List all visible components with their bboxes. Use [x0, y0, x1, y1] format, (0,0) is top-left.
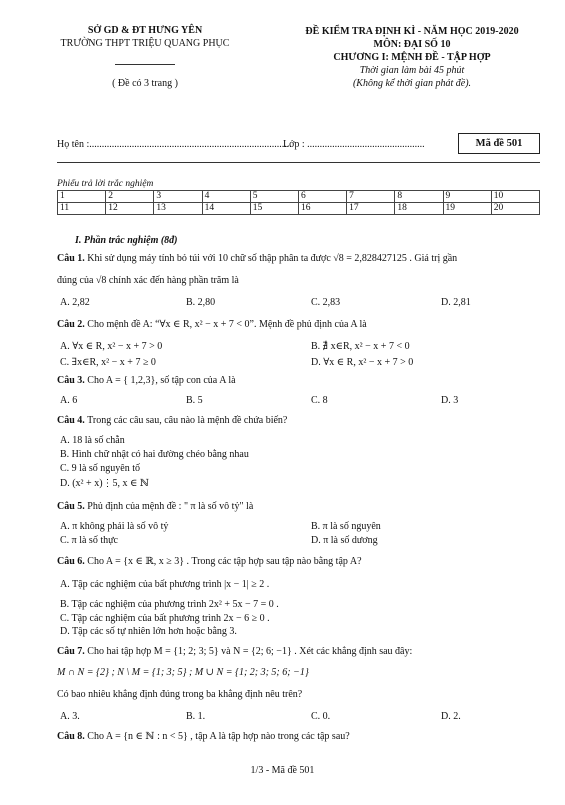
answer-cell: 10: [491, 191, 539, 203]
question-1-cont: đúng của √8 chính xác đến hàng phần trăm là: [57, 275, 239, 286]
question-label: Câu 2.: [57, 319, 85, 330]
question-text: Cho A = { 1,2,3}, số tập con của A là: [84, 375, 236, 386]
answer-row-2: [58, 203, 540, 215]
option-a: A. 6: [60, 395, 78, 406]
question-label: Câu 4.: [57, 415, 85, 426]
question-label: Câu 8.: [57, 731, 85, 742]
question-6: [57, 555, 362, 568]
option-b: B. π là số nguyên: [311, 521, 381, 532]
option-a: A. 3.: [60, 711, 80, 722]
answer-cell: 16: [298, 203, 346, 215]
answer-cell: 1: [58, 191, 106, 203]
question-4: [57, 414, 287, 427]
option-c: C. Tập các nghiệm của bất phương trình 2x − 6 ≥ 0 .: [60, 613, 270, 624]
answer-cell: 8: [395, 191, 443, 203]
answer-cell: 6: [298, 191, 346, 203]
question-label: Câu 3.: [57, 375, 85, 386]
option-c: C. 0.: [311, 711, 331, 722]
question-2: [57, 318, 367, 331]
header-divider: [57, 162, 540, 163]
answer-cell: 4: [202, 191, 250, 203]
option-b: B. Tập các nghiệm của phương trình 2x² + 5x − 7 = 0 .: [60, 599, 279, 610]
answer-cell: 19: [443, 203, 491, 215]
option-a: A. ∀x ∈ R, x² − x + 7 > 0: [60, 341, 163, 352]
option-a: A. π không phải là số vô tỷ: [60, 521, 169, 532]
option-c: C. 2,83: [311, 297, 341, 308]
answer-cell: 18: [395, 203, 443, 215]
question-7-statements: M ∩ N = {2} ; N \ M = {1; 3; 5} ; M ∪ N = {1; 2; 3; 5; 6; −1}: [57, 667, 309, 678]
question-text: Cho A = {x ∈ ℝ, x ≥ 3} . Trong các tập hợp sau tập nào bằng tập A?: [84, 556, 362, 567]
section-heading: I. Phần trắc nghiệm (8đ): [75, 235, 178, 246]
answer-cell: 3: [154, 191, 202, 203]
option-d: D. 3: [441, 395, 459, 406]
option-a: A. 2,82: [60, 297, 90, 308]
pages-note: ( Đề có 3 trang ): [112, 78, 178, 89]
answer-cell: 2: [106, 191, 154, 203]
exam-subject: MÔN: ĐẠI SỐ 10: [373, 39, 451, 50]
option-a: A. 18 là số chẵn: [60, 435, 125, 446]
question-5: [57, 500, 253, 513]
answer-cell: 14: [202, 203, 250, 215]
option-d: D. ∀x ∈ R, x² − x + 7 > 0: [311, 357, 414, 368]
answer-cell: 11: [58, 203, 106, 215]
option-c: C. 9 là số nguyên tố: [60, 463, 140, 474]
option-d: D. (x² + x)⋮5, x ∈ ℕ: [60, 478, 150, 489]
answer-cell: 12: [106, 203, 154, 215]
question-text: Cho hai tập hợp M = {1; 2; 3; 5} và N = {2; 6; −1} . Xét các khẳng định sau đây:: [84, 646, 413, 657]
answer-cell: 13: [154, 203, 202, 215]
school-name: TRƯỜNG THPT TRIỆU QUANG PHỤC: [60, 38, 230, 49]
answer-row-1: [58, 191, 540, 203]
question-text: Phủ định của mệnh đề : " π là số vô tỷ" là: [84, 501, 254, 512]
answer-cell: 5: [250, 191, 298, 203]
option-c: C. 8: [311, 395, 328, 406]
option-c: C. ∃x∈R, x² − x + 7 ≥ 0: [60, 357, 156, 368]
question-1: [57, 252, 457, 265]
question-text: Khi sử dụng máy tính bỏ túi với 10 chữ số thập phân ta được √8 = 2,828427125 . Giá trị gần: [84, 253, 458, 264]
question-text: Trong các câu sau, câu nào là mệnh đề chứa biến?: [84, 415, 288, 426]
option-d: D. π là số dương: [311, 535, 378, 546]
question-7-ask: Có bao nhiêu khẳng định đúng trong ba khẳng định nêu trên?: [57, 689, 303, 700]
option-b: B. ∄ x∈R, x² − x + 7 < 0: [311, 341, 410, 352]
student-class-field: Lớp : ...............................................: [283, 139, 425, 150]
exam-chapter: CHƯƠNG I: MỆNH ĐỀ - TẬP HỢP: [333, 52, 491, 63]
option-d: D. 2.: [441, 711, 461, 722]
question-text: Cho A = {n ∈ ℕ : n < 5} , tập A là tập hợp nào trong các tập sau?: [84, 731, 350, 742]
option-a: A. Tập các nghiệm của bất phương trình |x − 1| ≥ 2 .: [60, 579, 270, 590]
option-b: B. 5: [186, 395, 203, 406]
question-3: [57, 374, 236, 387]
answer-cell: 17: [347, 203, 395, 215]
option-d: D. 2,81: [441, 297, 471, 308]
question-label: Câu 6.: [57, 556, 85, 567]
answer-cell: 7: [347, 191, 395, 203]
answer-sheet-table: [57, 190, 540, 215]
exam-code-box: Mã đề 501: [458, 133, 540, 154]
exam-time: Thời gian làm bài 45 phút: [359, 65, 465, 76]
question-label: Câu 5.: [57, 501, 85, 512]
question-label: Câu 1.: [57, 253, 85, 264]
exam-title: ĐỀ KIỂM TRA ĐỊNH KÌ - NĂM HỌC 2019-2020: [305, 26, 519, 37]
question-text: Cho mệnh đề A: “∀x ∈ R, x² − x + 7 < 0”. Mệnh đề phủ định của A là: [84, 319, 367, 330]
question-8: [57, 730, 350, 743]
student-name-field: Họ tên :.................................................................................: [57, 139, 292, 150]
question-7: [57, 645, 412, 658]
exam-time-note: (Không kể thời gian phát đề).: [352, 78, 472, 89]
option-b: B. Hình chữ nhật có hai đường chéo bằng nhau: [60, 449, 249, 460]
answer-cell: 20: [491, 203, 539, 215]
answer-sheet-title: Phiếu trả lời trắc nghiệm: [57, 179, 154, 189]
answer-cell: 15: [250, 203, 298, 215]
option-b: B. 2,80: [186, 297, 216, 308]
answer-cell: 9: [443, 191, 491, 203]
header-rule-left: [115, 64, 175, 65]
option-b: B. 1.: [186, 711, 206, 722]
department-name: SỞ GD & ĐT HƯNG YÊN: [87, 25, 203, 36]
option-d: D. Tập các số tự nhiên lớn hơn hoặc bằng 3.: [60, 626, 237, 637]
question-label: Câu 7.: [57, 646, 85, 657]
page-footer: 1/3 - Mã đề 501: [250, 765, 315, 776]
option-c: C. π là số thực: [60, 535, 118, 546]
